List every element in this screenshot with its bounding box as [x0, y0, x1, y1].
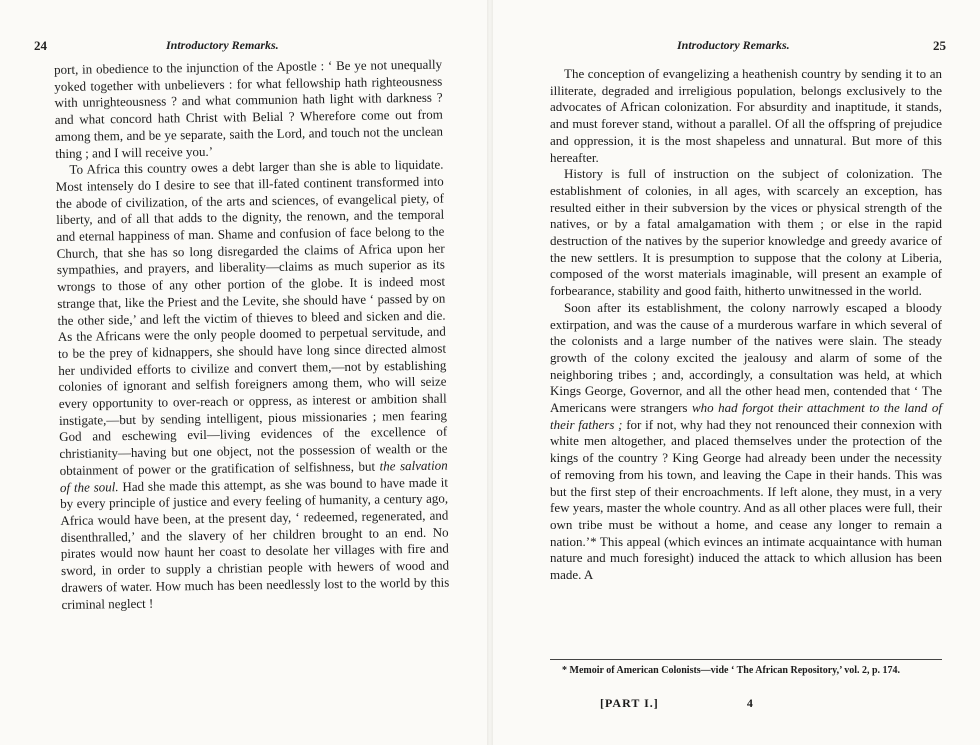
printer-signature — [600, 696, 753, 711]
right-paragraph-3-text: Soon after its establishment, the colony narrowly escaped a bloody extirpation, and was the cause of a murderous warfare in which several of the colonists and a large number of the natives were slain. The steady growth of the colony excited the jealousy and alarm of some of the neighboring tribes ; and, accordingly, a consultation was held, at which Kings George, Governor, and all the other head men, contended that ‘ The Americans were strangers — [550, 299, 942, 416]
right-paragraph-2: History is full of instruction on the subject of colonization. The establishment of colonies, in all ages, with scarcely an exception, has resulted either in their subversion by the vices or physical strength of the natives, or by a fatal amalgamation with them ; or else in the rapid destruction of the natives by the superior knowledge and greedy avarice of the new settlers. It is presumption to suppose that the colony at Liberia, composed of the worst materials imaginable, will present an example of forbearance, stability and good faith, hitherto unwitnessed in the world. — [550, 166, 942, 299]
right-page-number: 25 — [933, 38, 946, 53]
signature-mark: [PART I.] — [600, 696, 659, 710]
left-running-head: Introductory Remarks. — [166, 38, 279, 52]
left-paragraph-2-tail: Had she made this attempt, as she was bound to have made it by every principle of justice and every feeling of humanity, a century ago, Africa would have been, at the present day, ‘ redeemed, regenerated, and disenthralled,’ and the slavery of her children brought to an end. No pirates would now haunt her coast to desolate her villages with fire and sword, in order to supply a christian people with hewers of wood and drawers of water. How much has been needlessly lost to the world by this criminal neglect ! — [60, 474, 450, 612]
right-running-head: Introductory Remarks. — [677, 38, 790, 52]
right-paragraph-1: The conception of evangelizing a heathenish country by sending it to an illiterate, degraded and irreligious population, belongs exclusively to the advocates of African colonization. For absurdity and inaptitude, it stands, and must forever stand, without a parallel. Of all the offspring of prejudice and oppression, it is the most shapeless and unnatural. But more of this hereafter. — [550, 66, 942, 165]
left-paragraph-2-text: To Africa this country owes a debt larger than she is able to liquidate. Most intensely do I desire to see that ill-fated continent transformed into the abode of civilization, of the arts and sciences, of evangelical piety, of liberty, and of all that adds to the dignity, the renown, and the temporal and eternal happiness of man. Shame and confusion of face belong to the Church, that she has so long disregarded the claims of Africa upon her sympathies, and prayers, and liberality—claims as much superior as its wrongs to those of any other portion of the globe. It is indeed most strange that, like the Priest and the Levite, she should have ‘ passed by on the other side,’ and left the victim of thieves to bleed and sicken and die. As the Africans were the only people doomed to perpetual servitude, and to be the prey of kidnappers, she should have long since directed almost her undivided efforts to civilize and convert them,—not by establishing colonies of ignorant and selfish foreigners among them, who will seize every opportunity to over-reach or oppress, as interest or ambition shall instigate,—but by sending intelligent, pious missionaries ; men fearing God and eschewing evil—living evidences of the excellence of christianity—having but one object, not the possession of wealth or the obtainment of power or the gratification of selfishness, but — [55, 156, 448, 478]
right-paragraph-3-tail: for if not, why had they not renounced their connexion with white men altogether, and placed themselves under the protection of the kings of the country ? King George had already been under the necessity of removing from his town, and leaving the Cape in their hands. This was but the first step of their encroachments. If left alone, they must, in a very few years, master the whole country. And as all other places were full, their own tribe must be without a home, and cease any longer to remain a nation.’* This appeal (which evinces an intimate acquaintance with human nature and much foresight) induced the attack to which allusion has been made. A — [550, 416, 942, 583]
left-paragraph-2-italic: the salvation of the soul. — [59, 457, 448, 495]
signature-number: 4 — [746, 696, 753, 710]
footnote — [550, 664, 942, 678]
footnote-text: * Memoir of American Colonists—vide ‘ The African Repository,’ vol. 2, p. 174. — [562, 665, 901, 676]
right-paragraph-3 — [550, 300, 942, 584]
left-paragraph-1: port, in obedience to the injunction of the Apostle : ‘ Be ye not unequally yoked together with unbelievers : for what fellowship hath righteousness with unrighteousness ? and what communion hath light with darkness ? and what concord hath Christ with Belial ? Wherefore come out from among them, and be ye separate, saith the Lord, and touch not the unclean thing ; and I will receive you.’ — [54, 56, 444, 161]
left-paragraph-2 — [55, 157, 449, 613]
footnote-rule — [550, 659, 942, 660]
left-page-number: 24 — [34, 38, 47, 53]
right-body-text — [550, 66, 942, 584]
right-paragraph-3-italic: who had forgot their attachment to the land of their fathers ; — [550, 400, 942, 432]
left-body-text — [54, 57, 450, 614]
right-page — [490, 0, 980, 745]
